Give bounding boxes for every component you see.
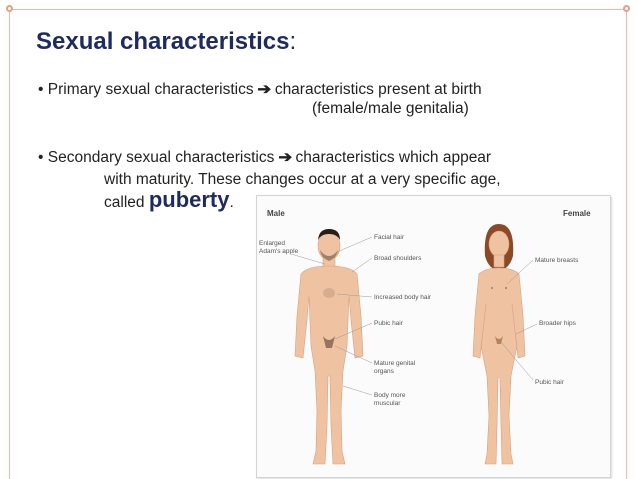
secondary-text: characteristics which appear <box>295 149 492 166</box>
label-facial-hair: Facial hair <box>374 234 404 241</box>
female-breast-right <box>505 287 507 289</box>
corner-ornament-right <box>623 5 630 12</box>
arrow-icon: ➔ <box>278 149 292 166</box>
label-body-more: Body more <box>374 392 406 399</box>
title-text: Sexual characteristics <box>36 28 290 55</box>
label-body-hair: Increased body hair <box>374 294 432 301</box>
slide-title <box>36 28 296 56</box>
label-pubic-hair-male: Pubic hair <box>374 320 403 327</box>
label-mature-genital: Mature genital <box>374 360 416 367</box>
male-figure <box>295 229 363 464</box>
label-adams-apple: Adam's apple <box>259 248 299 255</box>
bullet: • <box>38 81 44 98</box>
female-figure <box>473 224 525 464</box>
called-text: called <box>104 194 145 211</box>
label-organs: organs <box>374 368 394 375</box>
border-right <box>626 9 627 479</box>
male-header: Male <box>267 209 285 218</box>
female-labels <box>535 257 579 386</box>
primary-continuation: (female/male genitalia) <box>312 100 469 117</box>
label-enlarged: Enlarged <box>259 240 286 247</box>
primary-bullet-line <box>38 80 482 99</box>
puberty-figure <box>256 195 611 478</box>
label-broader-hips: Broader hips <box>539 320 576 327</box>
border-top <box>9 9 627 10</box>
female-header: Female <box>563 209 591 218</box>
period: . <box>229 194 234 211</box>
secondary-line-3 <box>104 187 234 212</box>
secondary-line-2: with maturity. These changes occur at a very specific age, <box>104 171 501 188</box>
label-broad-shoulders: Broad shoulders <box>374 255 422 262</box>
body-diagram <box>257 196 610 477</box>
bullet: • <box>38 149 44 166</box>
primary-text: characteristics present at birth <box>274 81 482 98</box>
arrow-icon: ➔ <box>257 81 272 98</box>
female-breast-left <box>491 287 493 289</box>
label-pubic-hair-female: Pubic hair <box>535 379 564 386</box>
secondary-lead: Secondary sexual characteristics <box>47 149 275 166</box>
male-chest-hair <box>323 288 335 298</box>
border-left <box>9 9 10 479</box>
label-mature-breasts: Mature breasts <box>535 257 579 264</box>
secondary-bullet-line <box>38 148 491 167</box>
corner-ornament-left <box>6 5 13 12</box>
puberty-keyword: puberty <box>148 187 230 212</box>
label-muscular: muscular <box>374 400 401 407</box>
primary-lead: Primary sexual characteristics <box>47 81 254 98</box>
title-colon: : <box>289 28 297 55</box>
